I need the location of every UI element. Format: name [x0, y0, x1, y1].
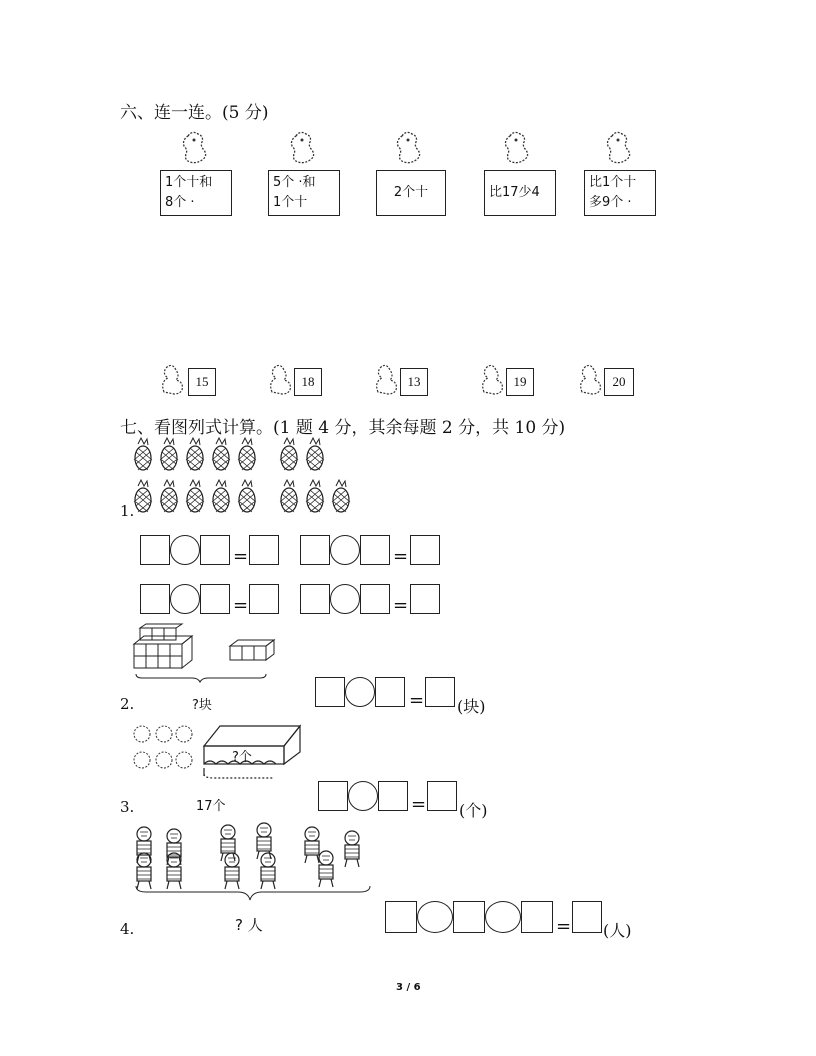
brace-label: ? 人: [235, 916, 263, 934]
match-card[interactable]: [160, 170, 232, 216]
answer-box[interactable]: [140, 535, 170, 565]
section7-title: 七、看图列式计算。(1 题 4 分，其余每题 2 分，共 10 分): [120, 418, 566, 438]
unit-label: (块): [457, 697, 486, 716]
answer-box[interactable]: [360, 535, 390, 565]
unit-label: (人): [603, 921, 632, 940]
peaches-bag-icon: [132, 718, 304, 780]
equals-sign: =: [409, 690, 425, 711]
number-card[interactable]: [294, 368, 322, 396]
section6-title: 六、连一连。(5 分): [120, 103, 269, 123]
operator-circle[interactable]: [485, 901, 521, 933]
answer-box[interactable]: [200, 535, 230, 565]
total-label: 17个: [196, 799, 226, 814]
number-card-value: 18: [301, 374, 315, 389]
answer-box[interactable]: [200, 584, 230, 614]
dog-icon: [604, 130, 634, 166]
card-line: 比17少4: [489, 185, 540, 200]
squirrel-icon: [372, 362, 402, 396]
answer-box[interactable]: [378, 781, 408, 811]
dog-icon: [288, 130, 318, 166]
answer-box[interactable]: [140, 584, 170, 614]
card-line: 1个十: [273, 195, 308, 210]
squirrel-icon: [266, 362, 296, 396]
card-line: 多9个 ·: [589, 195, 632, 210]
answer-box[interactable]: [300, 584, 330, 614]
answer-box[interactable]: [300, 535, 330, 565]
answer-box[interactable]: [425, 677, 455, 707]
operator-circle[interactable]: [345, 677, 375, 707]
equals-sign: =: [393, 595, 409, 616]
question-number: 4.: [120, 920, 135, 938]
page-number: 3 / 6: [396, 982, 421, 993]
answer-box[interactable]: [410, 535, 440, 565]
operator-circle[interactable]: [330, 535, 360, 565]
answer-box[interactable]: [410, 584, 440, 614]
question-number: 3.: [120, 798, 135, 816]
card-line: 1个十和: [165, 175, 213, 190]
answer-box[interactable]: [318, 781, 348, 811]
question-number: 2.: [120, 695, 135, 713]
match-card[interactable]: [484, 170, 556, 216]
answer-box[interactable]: [249, 535, 279, 565]
card-line: 8个 ·: [165, 195, 195, 210]
operator-circle[interactable]: [348, 781, 378, 811]
operator-circle[interactable]: [170, 535, 200, 565]
equals-sign: =: [233, 546, 249, 567]
number-card[interactable]: [400, 368, 428, 396]
children-group-icon: [130, 822, 380, 904]
unit-label: (个): [459, 801, 488, 820]
question-number: 1.: [120, 502, 135, 520]
match-card[interactable]: [268, 170, 340, 216]
card-line: 5个 ·和: [273, 175, 316, 190]
number-card-value: 19: [513, 374, 527, 389]
answer-box[interactable]: [375, 677, 405, 707]
match-card[interactable]: [376, 170, 446, 216]
bag-label: ?个: [232, 750, 252, 765]
match-card[interactable]: [584, 170, 656, 216]
squirrel-icon: [576, 362, 606, 396]
squirrel-icon: [478, 362, 508, 396]
answer-box[interactable]: [453, 901, 485, 933]
answer-box[interactable]: [249, 584, 279, 614]
dog-icon: [502, 130, 532, 166]
card-line: 比1个十: [589, 175, 637, 190]
brace-label: ?块: [192, 698, 212, 713]
answer-box[interactable]: [315, 677, 345, 707]
equals-sign: =: [393, 546, 409, 567]
dog-icon: [394, 130, 424, 166]
number-card[interactable]: [188, 368, 216, 396]
answer-box[interactable]: [360, 584, 390, 614]
pineapple-group-icon: [132, 438, 362, 518]
number-card-value: 13: [407, 374, 421, 389]
operator-circle[interactable]: [330, 584, 360, 614]
operator-circle[interactable]: [170, 584, 200, 614]
answer-box[interactable]: [385, 901, 417, 933]
dog-icon: [180, 130, 210, 166]
number-card-value: 15: [195, 374, 209, 389]
squirrel-icon: [158, 362, 188, 396]
operator-circle[interactable]: [417, 901, 453, 933]
equals-sign: =: [233, 595, 249, 616]
equals-sign: =: [556, 916, 572, 937]
equals-sign: =: [411, 794, 427, 815]
number-card-value: 20: [612, 374, 626, 389]
answer-box[interactable]: [427, 781, 457, 811]
blocks-icon: [132, 624, 282, 684]
card-line: 2个十: [393, 185, 429, 200]
answer-box[interactable]: [521, 901, 553, 933]
number-card[interactable]: [506, 368, 534, 396]
number-card[interactable]: [604, 368, 634, 396]
answer-box[interactable]: [572, 901, 602, 933]
